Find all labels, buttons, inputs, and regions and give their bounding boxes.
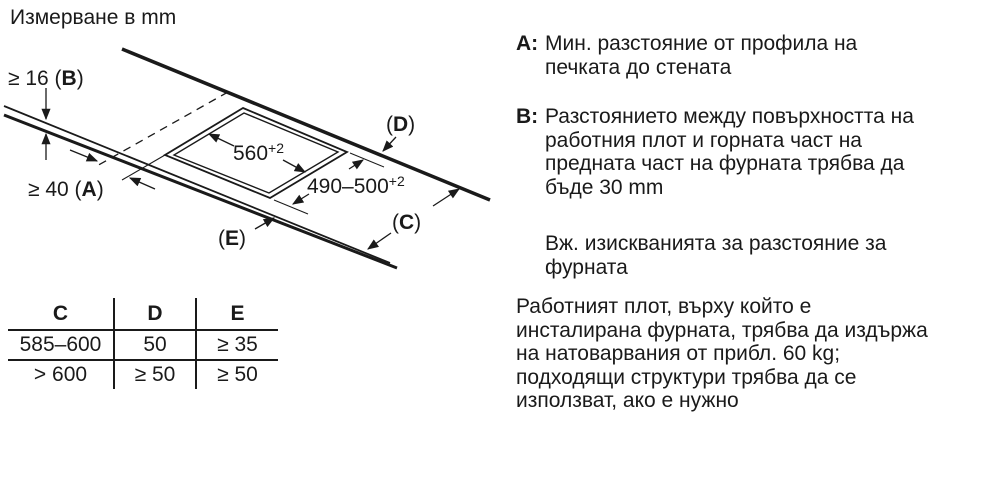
callout-e-label: (E) bbox=[218, 227, 247, 250]
note-load-capacity-lines bbox=[516, 295, 990, 413]
table-header-c: C bbox=[8, 298, 113, 331]
callout-d-label: (D) bbox=[386, 113, 416, 136]
note-line: Вж. изискванията за разстояние за bbox=[545, 232, 887, 255]
note-line: инсталирана фурната, трябва да издържа bbox=[516, 318, 928, 342]
note-line: подходящи структури трябва да се bbox=[516, 365, 857, 389]
installation-diagram bbox=[0, 0, 510, 292]
table-cell: ≥ 50 bbox=[195, 361, 278, 389]
wall-gap-arrow-right bbox=[130, 178, 155, 189]
note-a-lines bbox=[545, 32, 990, 79]
note-a-label: A: bbox=[516, 32, 539, 55]
note-line: фурната bbox=[545, 255, 628, 279]
cutout-width-arrow-left bbox=[209, 134, 234, 146]
table-cell: ≥ 35 bbox=[195, 331, 278, 361]
note-b-label: B: bbox=[516, 105, 539, 128]
table-cell: 50 bbox=[113, 331, 195, 361]
note-load-capacity bbox=[516, 295, 990, 413]
cutout-depth-dim-label: $490-500^{+2}$ bbox=[307, 173, 405, 198]
note-line: използват, ако е нужно bbox=[516, 389, 739, 412]
cutout-depth-arrow-upper bbox=[349, 160, 363, 169]
note-oven-clearance-lines bbox=[545, 232, 990, 279]
note-line: печката до стената bbox=[545, 55, 732, 79]
note-oven-clearance bbox=[516, 232, 990, 279]
wall-gap-dim-label: ≥ 40 (A) bbox=[28, 178, 104, 201]
diagram-title: Измерване в mm bbox=[10, 6, 177, 29]
note-line: предната част на фурната трябва да bbox=[545, 152, 905, 175]
callout-e-arrow bbox=[255, 218, 274, 229]
note-a bbox=[516, 32, 990, 79]
table-cell: 585–600 bbox=[8, 331, 113, 361]
thickness-dim-label: ≥ 16 (B) bbox=[8, 67, 84, 90]
note-line: Мин. разстояние от профила на bbox=[545, 32, 858, 55]
note-b bbox=[516, 105, 990, 199]
callout-c-arrow-upper bbox=[433, 189, 459, 206]
wall-gap-arrow-left bbox=[70, 150, 97, 161]
callout-c-arrow-lower bbox=[368, 233, 391, 249]
note-line: на натоварвания от прибл. 60 kg; bbox=[516, 342, 841, 365]
dimension-table bbox=[8, 298, 278, 389]
note-line: Работният плот, върху който е bbox=[516, 295, 812, 318]
note-b-lines bbox=[545, 105, 990, 199]
callout-c-label: (C) bbox=[392, 211, 422, 234]
cutout-depth-extension-lower bbox=[274, 200, 308, 214]
note-line: бъде 30 mm bbox=[545, 175, 664, 199]
table-cell: ≥ 50 bbox=[113, 361, 195, 389]
cutout-width-arrow-right bbox=[283, 160, 305, 172]
notes-column bbox=[516, 32, 990, 413]
table-cell: > 600 bbox=[33, 363, 88, 386]
callout-d-arrow bbox=[383, 137, 396, 151]
note-line: Разстоянието между повърхността на bbox=[545, 105, 914, 128]
table-header-d: D bbox=[113, 298, 195, 331]
table-header-e: E bbox=[195, 298, 278, 331]
note-line: работния плот и горната част на bbox=[545, 128, 862, 152]
cutout-width-dim-label: $560^{+2}$ bbox=[233, 140, 285, 165]
